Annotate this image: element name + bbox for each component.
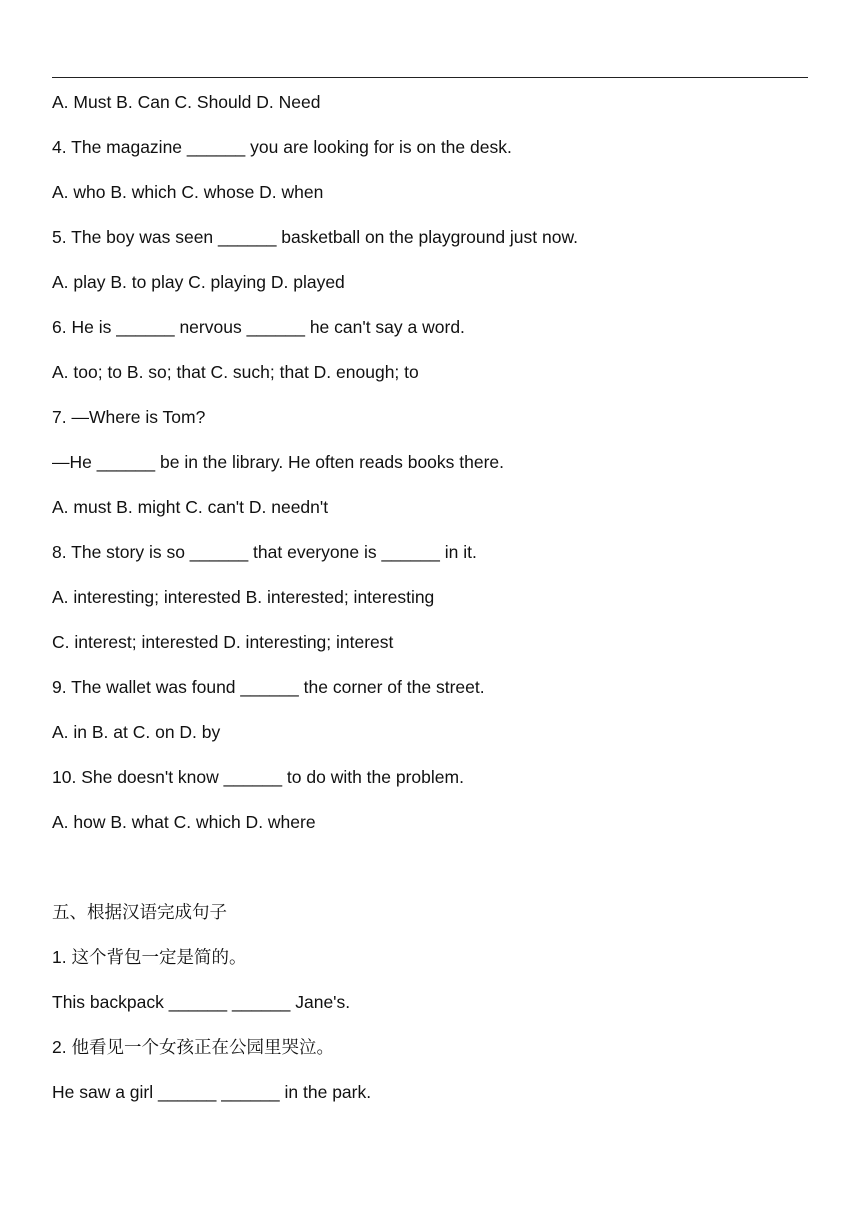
question-4: 4. The magazine ______ you are looking for is on the desk. — [52, 137, 512, 157]
section-5-item-2-sentence: He saw a girl ______ ______ in the park. — [52, 1082, 372, 1102]
question-9: 9. The wallet was found ______ the corner of the street. — [52, 677, 485, 697]
answer-options-q3: A. Must B. Can C. Should D. Need — [52, 92, 321, 112]
section-5-item-1-prompt: 1. 这个背包一定是简的。 — [52, 947, 247, 967]
answer-options-q7: A. must B. might C. can't D. needn't — [52, 497, 329, 517]
section-5-heading: 五、根据汉语完成句子 — [52, 902, 227, 922]
question-7: 7. —Where is Tom? — [52, 407, 206, 427]
question-7-response: —He ______ be in the library. He often reads books there. — [52, 452, 505, 472]
question-6: 6. He is ______ nervous ______ he can't say a word. — [52, 317, 465, 337]
section-5-item-2-prompt: 2. 他看见一个女孩正在公园里哭泣。 — [52, 1037, 334, 1057]
section-spacer — [52, 855, 808, 900]
answer-options-q8-ab: A. interesting; interested B. interested; interesting — [52, 587, 435, 607]
document-content — [52, 90, 808, 1125]
header-rule — [52, 77, 808, 78]
question-10: 10. She doesn't know ______ to do with the problem. — [52, 767, 464, 787]
answer-options-q10: A. how B. what C. which D. where — [52, 812, 316, 832]
answer-options-q8-cd: C. interest; interested D. interesting; interest — [52, 632, 394, 652]
answer-options-q9: A. in B. at C. on D. by — [52, 722, 221, 742]
answer-options-q6: A. too; to B. so; that C. such; that D. enough; to — [52, 362, 419, 382]
question-8: 8. The story is so ______ that everyone is ______ in it. — [52, 542, 477, 562]
section-5-item-1-sentence: This backpack ______ ______ Jane's. — [52, 992, 351, 1012]
answer-options-q5: A. play B. to play C. playing D. played — [52, 272, 345, 292]
question-5: 5. The boy was seen ______ basketball on the playground just now. — [52, 227, 579, 247]
answer-options-q4: A. who B. which C. whose D. when — [52, 182, 324, 202]
